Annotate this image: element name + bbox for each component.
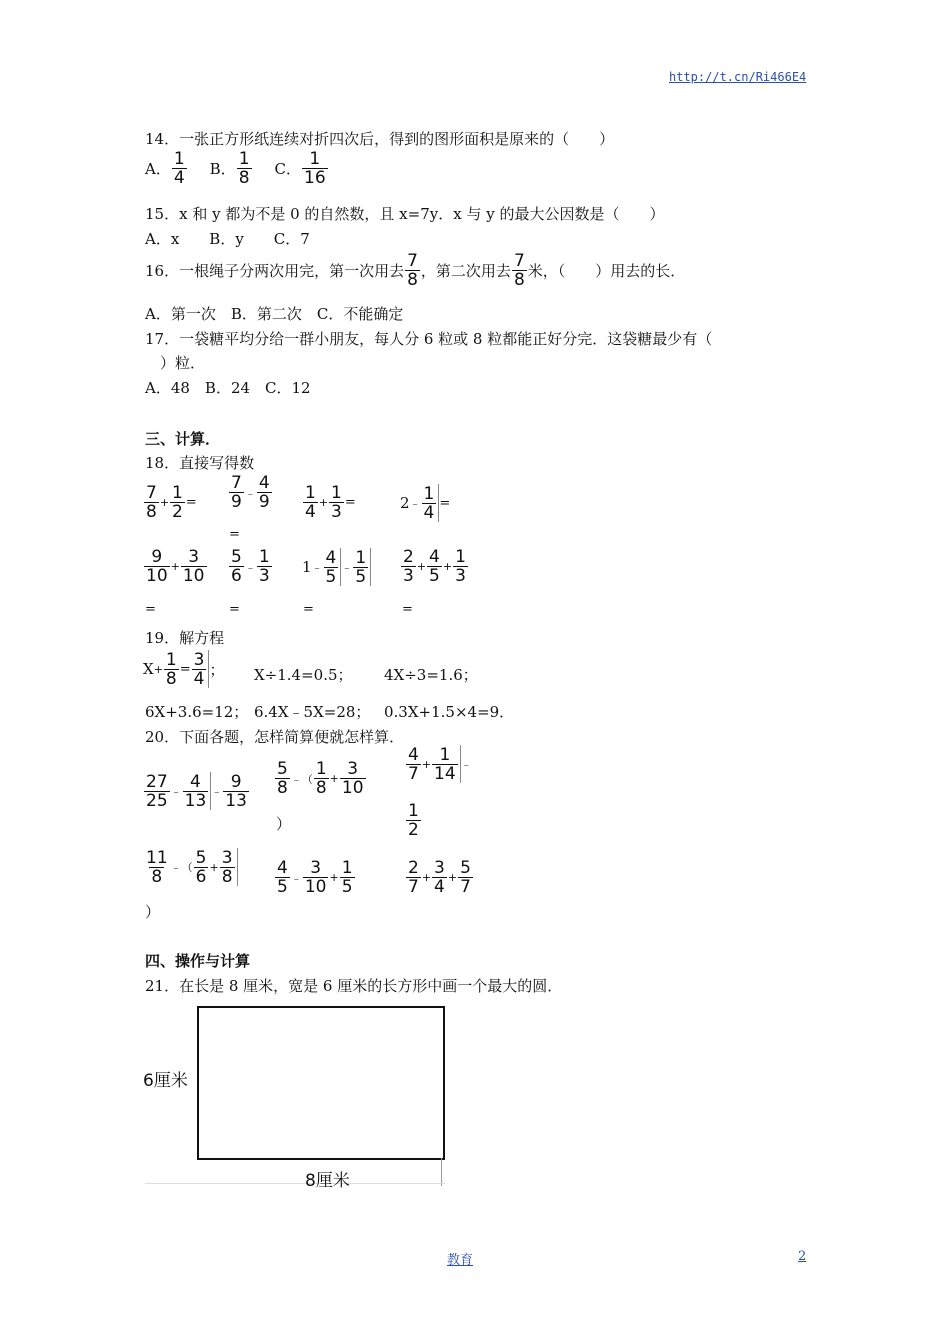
label-width: 6厘米 (143, 1071, 188, 1091)
q20-item-1: $\frac{27}{25}$ ﹣ $\frac{4}{13}$ ﹣ $\frac{9}{13}$ (146, 771, 247, 811)
q17-options: A．48 B．24 C．12 (145, 379, 311, 397)
q16-text: 16．一根绳子分两次用完，第一次用去 $\frac{7}{8}$ ，第二次用去 $\frac{7}{8}$ 米，（ ）用去的长． (145, 251, 686, 290)
q19-title: 19．解方程 (145, 629, 225, 647)
q20-item-2-rparen: ） (276, 815, 292, 833)
q14-frac-b: $\frac{1}{8}$ (238, 149, 250, 188)
q18-item-2: $\frac{7}{9}$ ﹣ $\frac{4}{9}$ (231, 473, 270, 512)
q18-eq-7: = (303, 602, 314, 617)
q20-item-4-rparen: ） (145, 903, 161, 921)
q19-eq-2: X÷1.4=0.5； (254, 666, 353, 684)
q21-text: 21．在长是 8 厘米，宽是 6 厘米的长方形中画一个最大的圆． (145, 977, 563, 995)
q18-title: 18．直接写得数 (145, 454, 255, 472)
q16-options: A．第一次 B．第二次 C．不能确定 (145, 305, 404, 323)
section4-title: 四、操作与计算 (145, 952, 251, 970)
q18-item-8: $\frac{2}{3}$ + $\frac{4}{5}$ + $\frac{1}{3}$ (403, 547, 466, 586)
q20-title: 20．下面各题，怎样简算便就怎样算． (145, 728, 405, 746)
page-number[interactable]: 2 (798, 1249, 807, 1264)
q19-eq-1: X + $\frac{1}{8}$ = $\frac{3}{4}$ ； (143, 649, 225, 689)
footer-link[interactable]: 教育 (447, 1253, 474, 1268)
label-length: 8厘米 (305, 1171, 350, 1191)
q15-text: 15．x 和 y 都为不是 0 的自然数，且 x=7y．x 与 y 的最大公因数是（ ） (145, 205, 665, 223)
q20-item-3-frac: $\frac{1}{2}$ (408, 801, 419, 840)
q16-frac-2: $\frac{7}{8}$ (513, 251, 525, 290)
q20-item-3: $\frac{4}{7}$ + $\frac{1}{14}$ ﹣ (408, 744, 472, 784)
q18-item-7: 1 ﹣ $\frac{4}{5}$ ﹣ $\frac{1}{5}$ (302, 548, 371, 586)
q18-eq-5: = (145, 602, 156, 617)
q19-eq-5: 6.4X﹣5X=28； (254, 703, 371, 721)
q18-item-3: $\frac{1}{4}$ + $\frac{1}{3}$ = (305, 483, 356, 522)
figure-baseline (145, 1183, 445, 1184)
q20-item-6: $\frac{2}{7}$ + $\frac{3}{4}$ + $\frac{5}{7}$ (408, 858, 471, 897)
q18-eq-8: = (402, 602, 413, 617)
q18-item-2-eq: = (229, 527, 240, 542)
q20-item-5: $\frac{4}{5}$ ﹣ $\frac{3}{10}$ + $\frac{1}{5}$ (277, 858, 353, 897)
q17-line2: ）粒． (160, 354, 206, 372)
header-link[interactable]: http://t.cn/Ri466E4 (669, 70, 807, 84)
q18-eq-6: = (229, 602, 240, 617)
q18-item-5: $\frac{9}{10}$ + $\frac{3}{10}$ (146, 547, 205, 586)
q19-eq-6: 0.3X+1.5×4=9． (384, 703, 515, 721)
q19-eq-4: 6X+3.6=12； (145, 703, 249, 721)
q18-item-6: $\frac{5}{6}$ ﹣ $\frac{1}{3}$ (231, 547, 270, 586)
q15-options: A．x B．y C．7 (145, 230, 310, 248)
section3-title: 三、计算． (145, 430, 221, 448)
q14-options: A． $\frac{1}{4}$ B． $\frac{1}{8}$ C． $\frac{1}{16}$ (145, 149, 326, 188)
q14-text: 14．一张正方形纸连续对折四次后，得到的图形面积是原来的（ ） (145, 130, 615, 148)
q14-frac-a: $\frac{1}{4}$ (173, 149, 185, 188)
q18-item-1: $\frac{7}{8}$ + $\frac{1}{2}$ = (146, 483, 197, 522)
q18-item-4: 2 ﹣ $\frac{1}{4}$ = (400, 483, 451, 523)
q20-item-4: $\frac{11}{8}$ ﹣ （ $\frac{5}{6}$ + $\frac{3}{8}$ (143, 848, 238, 886)
q19-eq-3: 4X÷3=1.6； (384, 666, 478, 684)
q17-line1: 17．一袋糖平均分给一群小朋友，每人分 6 粒或 8 粒都能正好分完．这袋糖最少有（ (145, 330, 713, 348)
figure-tick (441, 1158, 442, 1186)
q14-frac-c: $\frac{1}{16}$ (304, 149, 326, 188)
rectangle-figure (197, 1006, 445, 1160)
q16-frac-1: $\frac{7}{8}$ (407, 251, 418, 290)
q20-item-2: $\frac{5}{8}$ ﹣ （ $\frac{1}{8}$ + $\frac{3}{10}$ (277, 759, 364, 798)
